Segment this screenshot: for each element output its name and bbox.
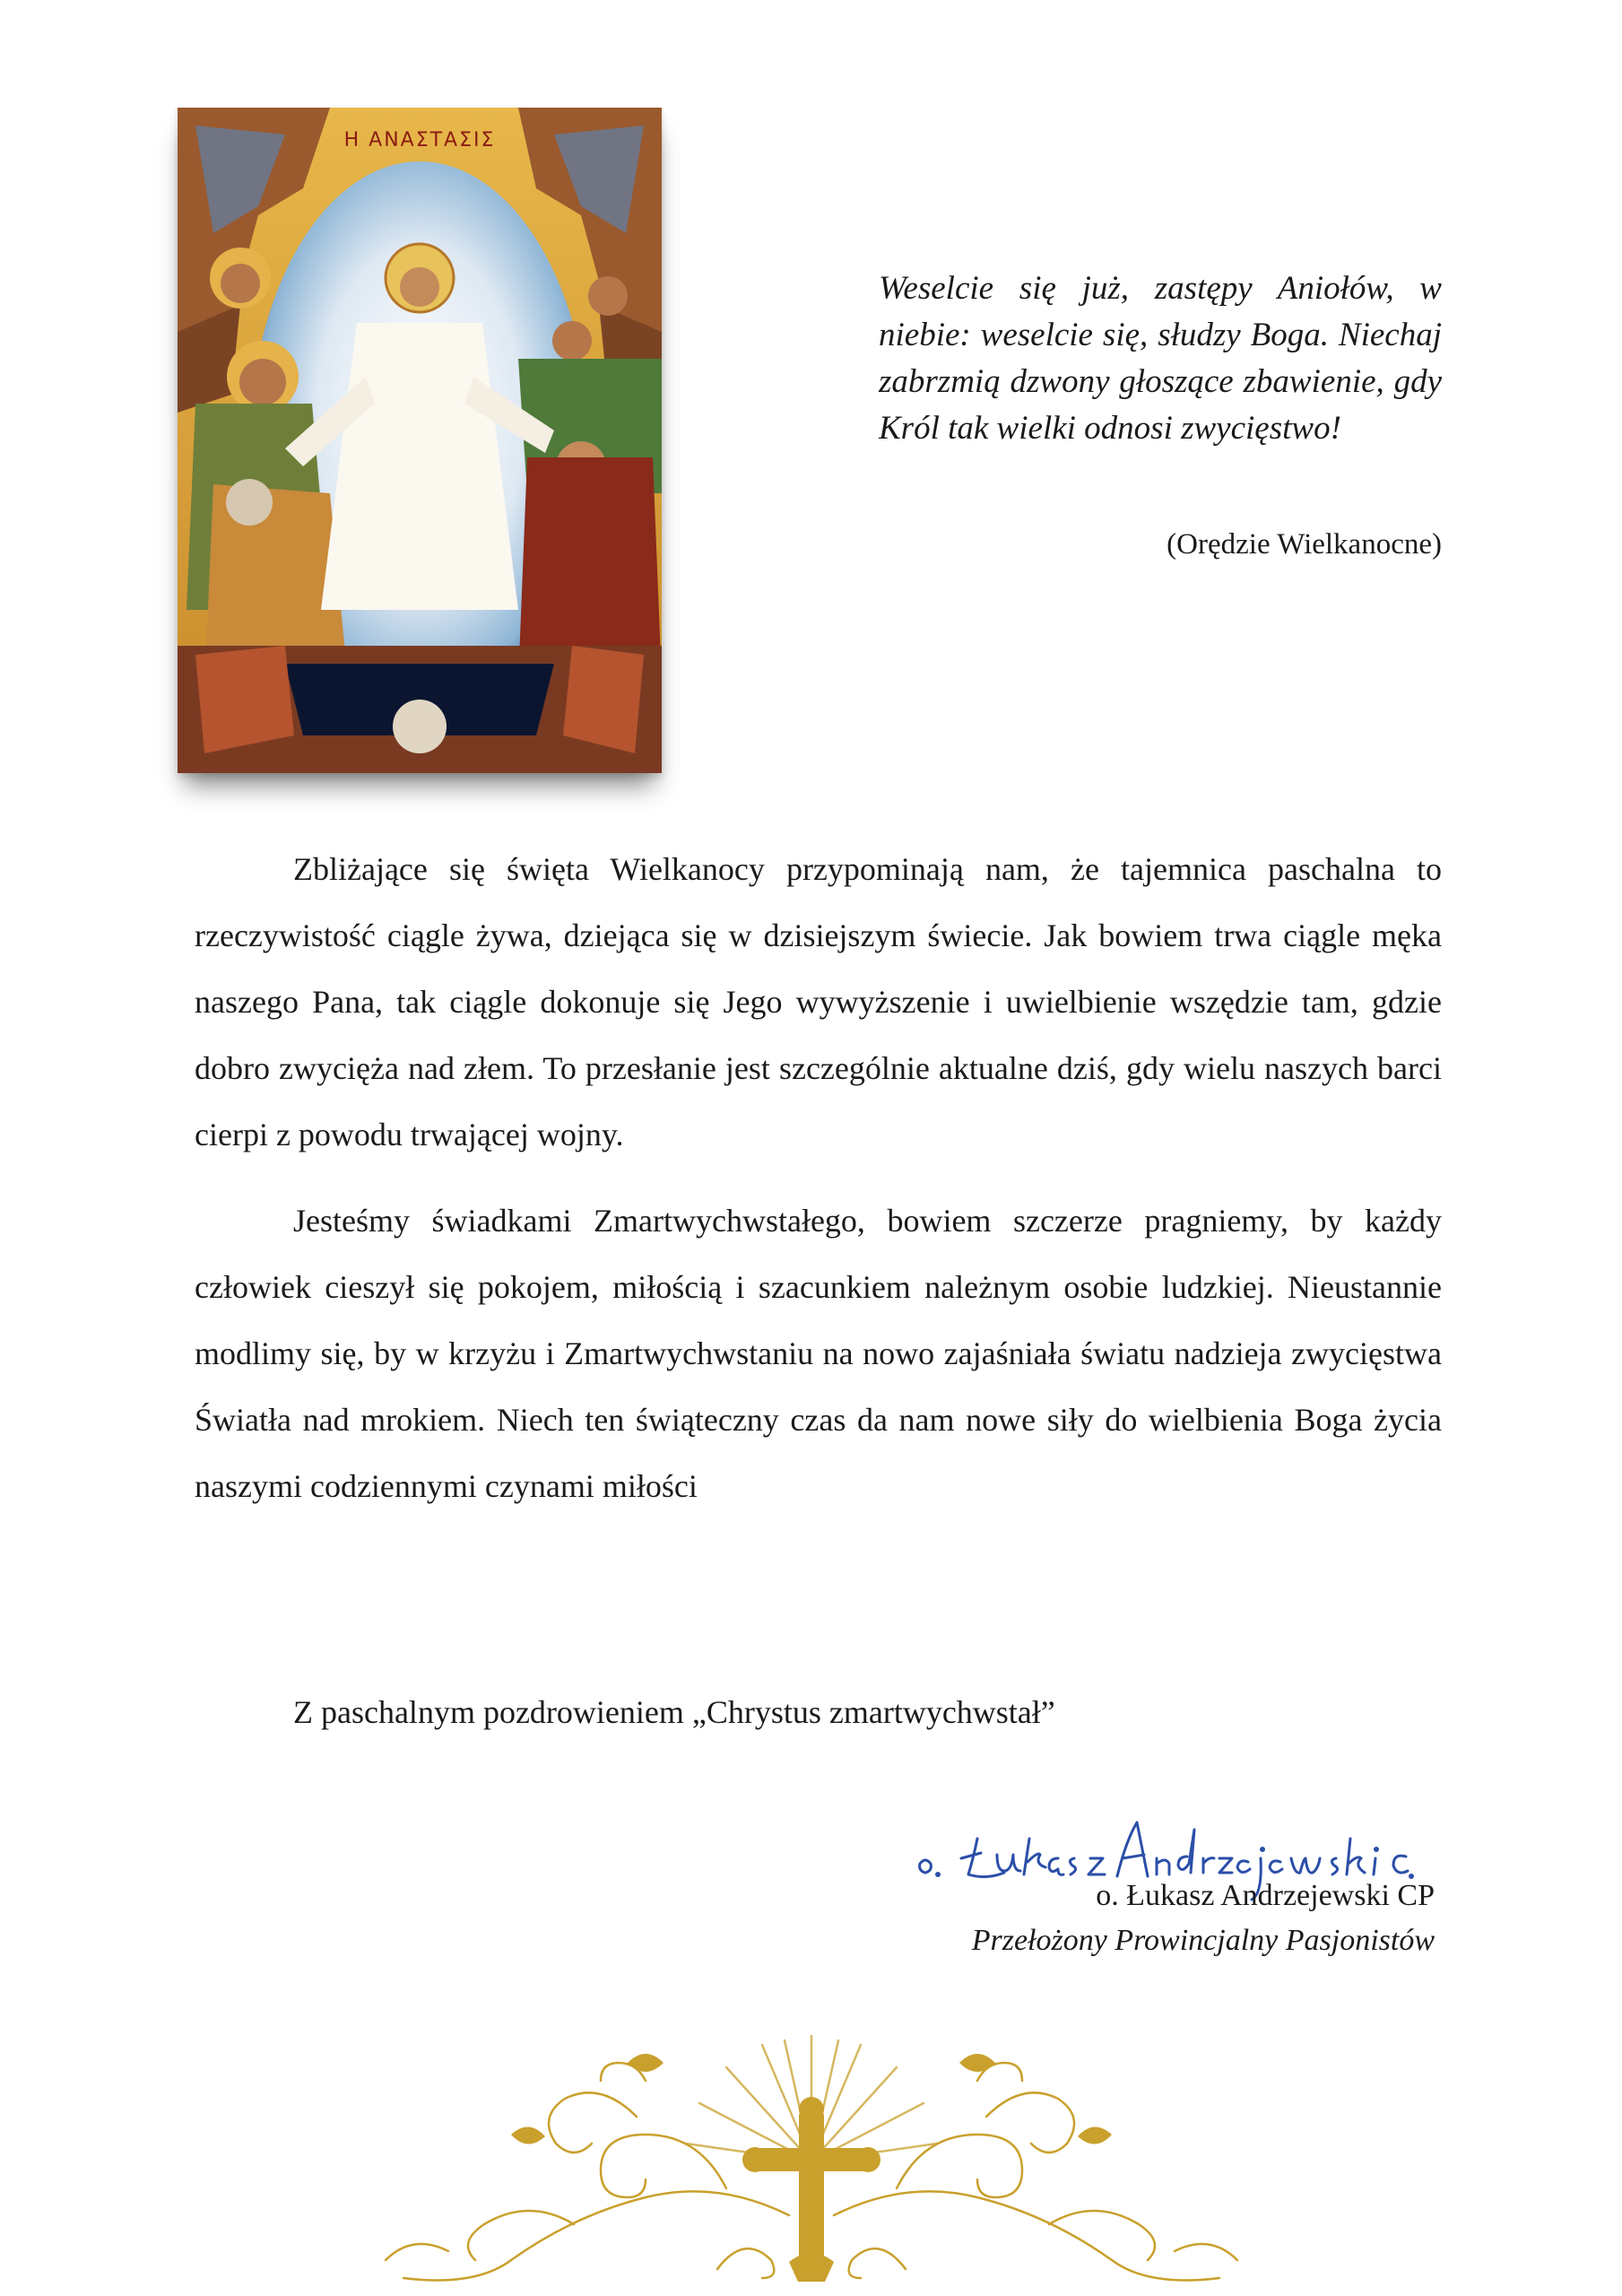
signer-name: o. Łukasz Andrzejewski CP	[1096, 1879, 1435, 1912]
epigraph-quote: Weselcie się już, zastępy Aniołów, w niebie: weselcie się, słudzy Boga. Niechaj zabrzmią dzwony głoszące zbawienie, gdy Król tak wielki odnosi zwycięstwo!	[879, 270, 1442, 447]
paragraph: Zbliżające się święta Wielkanocy przypominają nam, że tajemnica paschalna to rzeczywistość ciągle żywa, dziejąca się w dzisiejszym świecie. Jak bowiem trwa ciągle męka naszego Pana, tak ciągle dokonuje się Jego wywyższenie i uwielbienie wszędzie tam, gdzie dobro zwycięża nad złem. To przesłanie jest szczególnie aktualne dziś, gdy wielu naszych barci cierpi z powodu trwającej wojny.	[195, 851, 1442, 1152]
letter-body	[195, 836, 1442, 1539]
icon-caption: Η ΑΝΑΣΤΑΣΙΣ	[343, 129, 496, 152]
paragraph: Jesteśmy świadkami Zmartwychwstałego, bowiem szczerze pragniemy, by każdy człowiek cieszył się pokojem, miłością i szacunkiem należnym osobie ludzkiej. Nieustannie modlimy się, by w krzyżu i Zmartwychwstaniu na nowo zajaśniała światu nadzieja zwycięstwa Światła nad mrokiem. Niech ten świąteczny czas da nam nowe siły do wielbienia Boga życia naszymi codziennymi czynami miłości	[195, 1203, 1442, 1504]
signer-role: Przełożony Prowincjalny Pasjonistów	[971, 1924, 1435, 1957]
closing-greeting: Z paschalnym pozdrowieniem „Chrystus zmartwychwstał”	[293, 1694, 1055, 1730]
cross-ornament	[341, 2027, 1282, 2287]
epigraph-source: (Orędzie Wielkanocne)	[1167, 528, 1442, 561]
resurrection-icon-image	[178, 108, 662, 773]
